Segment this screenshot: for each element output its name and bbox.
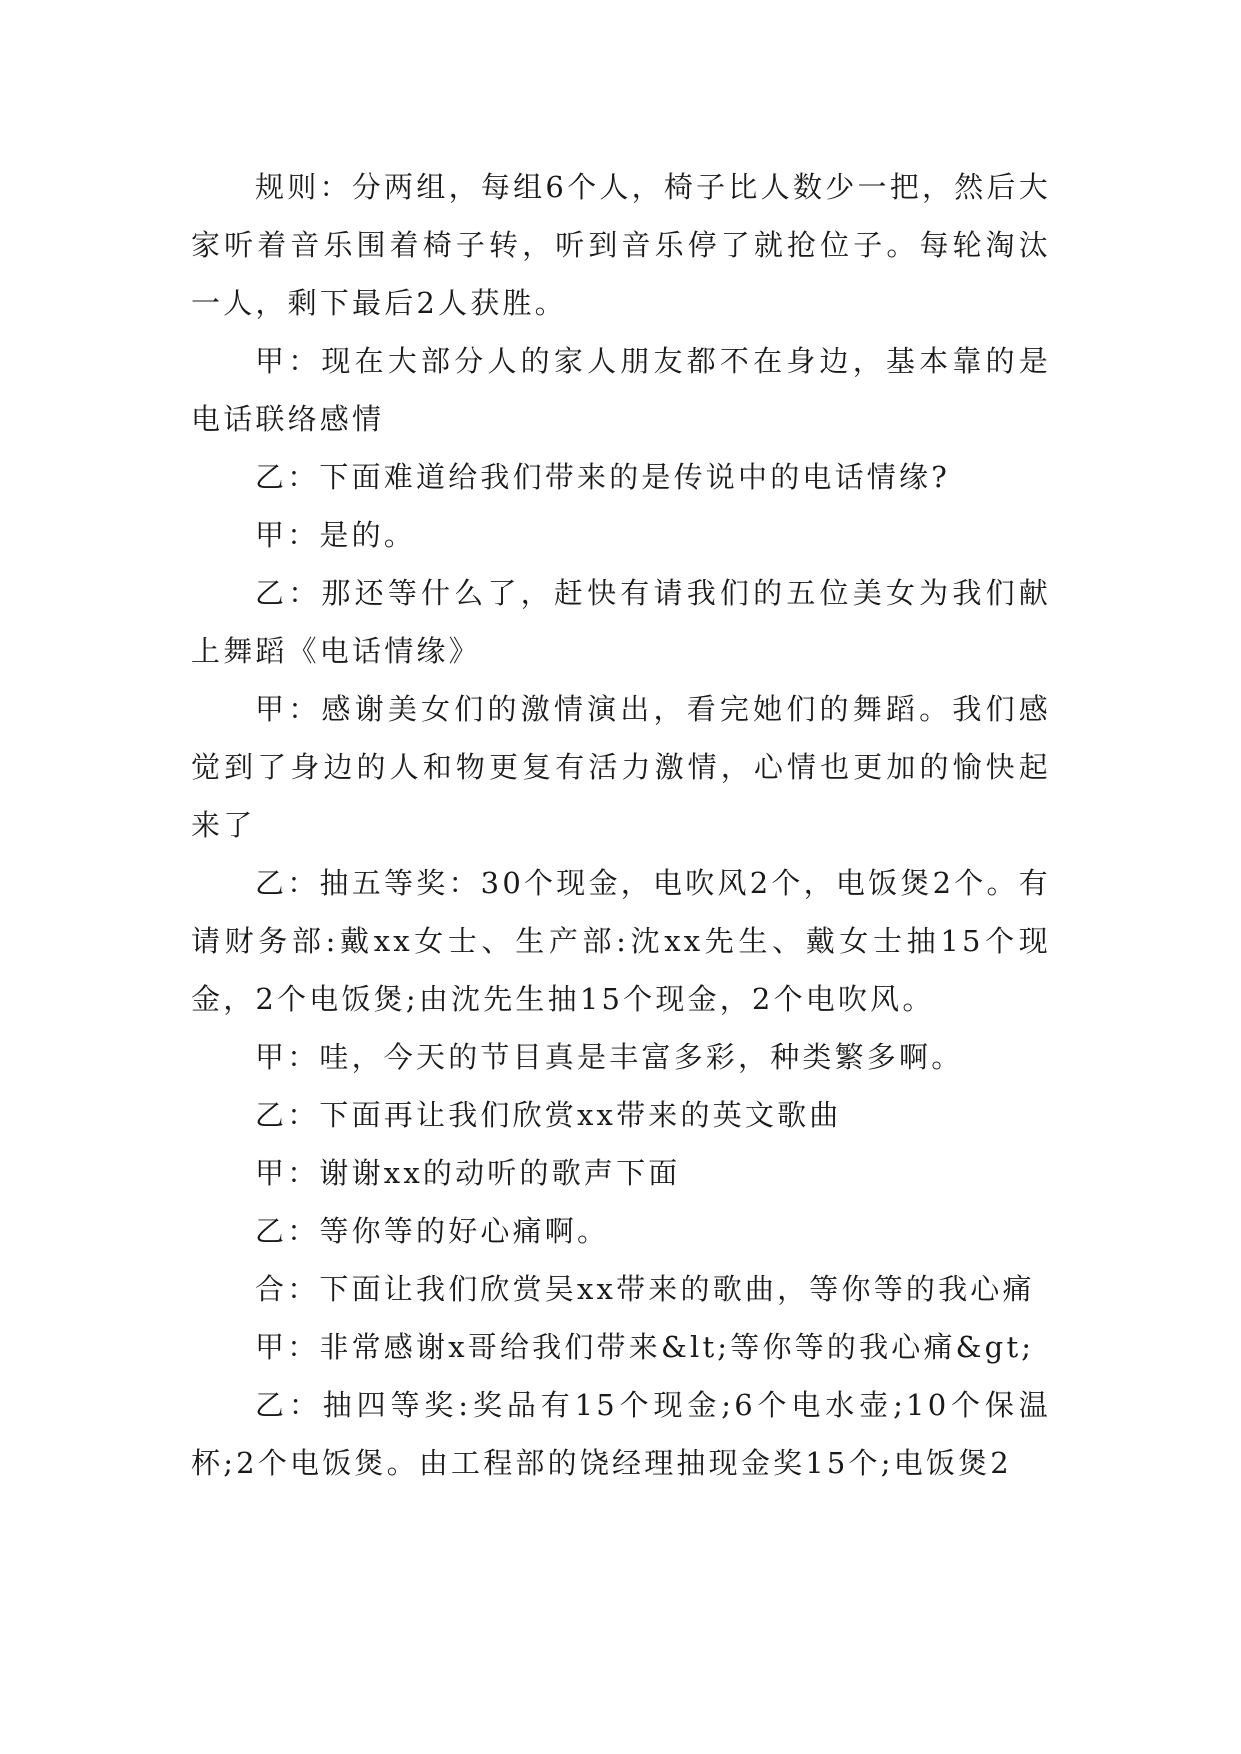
paragraph-dialogue: 乙：抽四等奖:奖品有15个现金;6个电水壶;10个保温杯;2个电饭煲。由工程部的饶经理抽现金奖15个;电饭煲2 [191, 1388, 1051, 1480]
paragraph-dialogue: 乙：下面难道给我们带来的是传说中的电话情缘? [255, 460, 950, 494]
paragraph-dialogue: 乙：那还等什么了，赶快有请我们的五位美女为我们献上舞蹈《电话情缘》 [191, 576, 1051, 668]
paragraph-dialogue: 乙：等你等的好心痛啊。 [255, 1214, 610, 1248]
paragraph-dialogue: 甲：非常感谢x哥给我们带来&lt;等你等的我心痛&gt; [255, 1330, 1035, 1364]
paragraph-dialogue: 甲：是的。 [255, 518, 417, 552]
paragraph-dialogue: 乙：下面再让我们欣赏xx带来的英文歌曲 [255, 1098, 842, 1132]
paragraph-dialogue: 甲：感谢美女们的激情演出，看完她们的舞蹈。我们感觉到了身边的人和物更复有活力激情，心情也更加的愉快起来了 [191, 692, 1051, 842]
paragraph-rules: 规则：分两组，每组6个人，椅子比人数少一把，然后大家听着音乐围着椅子转，听到音乐停了就抢位子。每轮淘汰一人，剩下最后2人获胜。 [191, 170, 1051, 320]
paragraph-dialogue: 合：下面让我们欣赏吴xx带来的歌曲，等你等的我心痛 [255, 1272, 1035, 1306]
paragraph-dialogue: 甲：现在大部分人的家人朋友都不在身边，基本靠的是电话联络感情 [191, 344, 1051, 436]
document-body [191, 158, 1051, 1492]
paragraph-dialogue: 乙：抽五等奖：30个现金，电吹风2个，电饭煲2个。有请财务部:戴xx女士、生产部:沈xx先生、戴女士抽15个现金，2个电饭煲;由沈先生抽15个现金，2个电吹风。 [191, 866, 1051, 1016]
paragraph-dialogue: 甲：哇，今天的节目真是丰富多彩，种类繁多啊。 [255, 1040, 964, 1074]
paragraph-dialogue: 甲：谢谢xx的动听的歌声下面 [255, 1156, 681, 1190]
